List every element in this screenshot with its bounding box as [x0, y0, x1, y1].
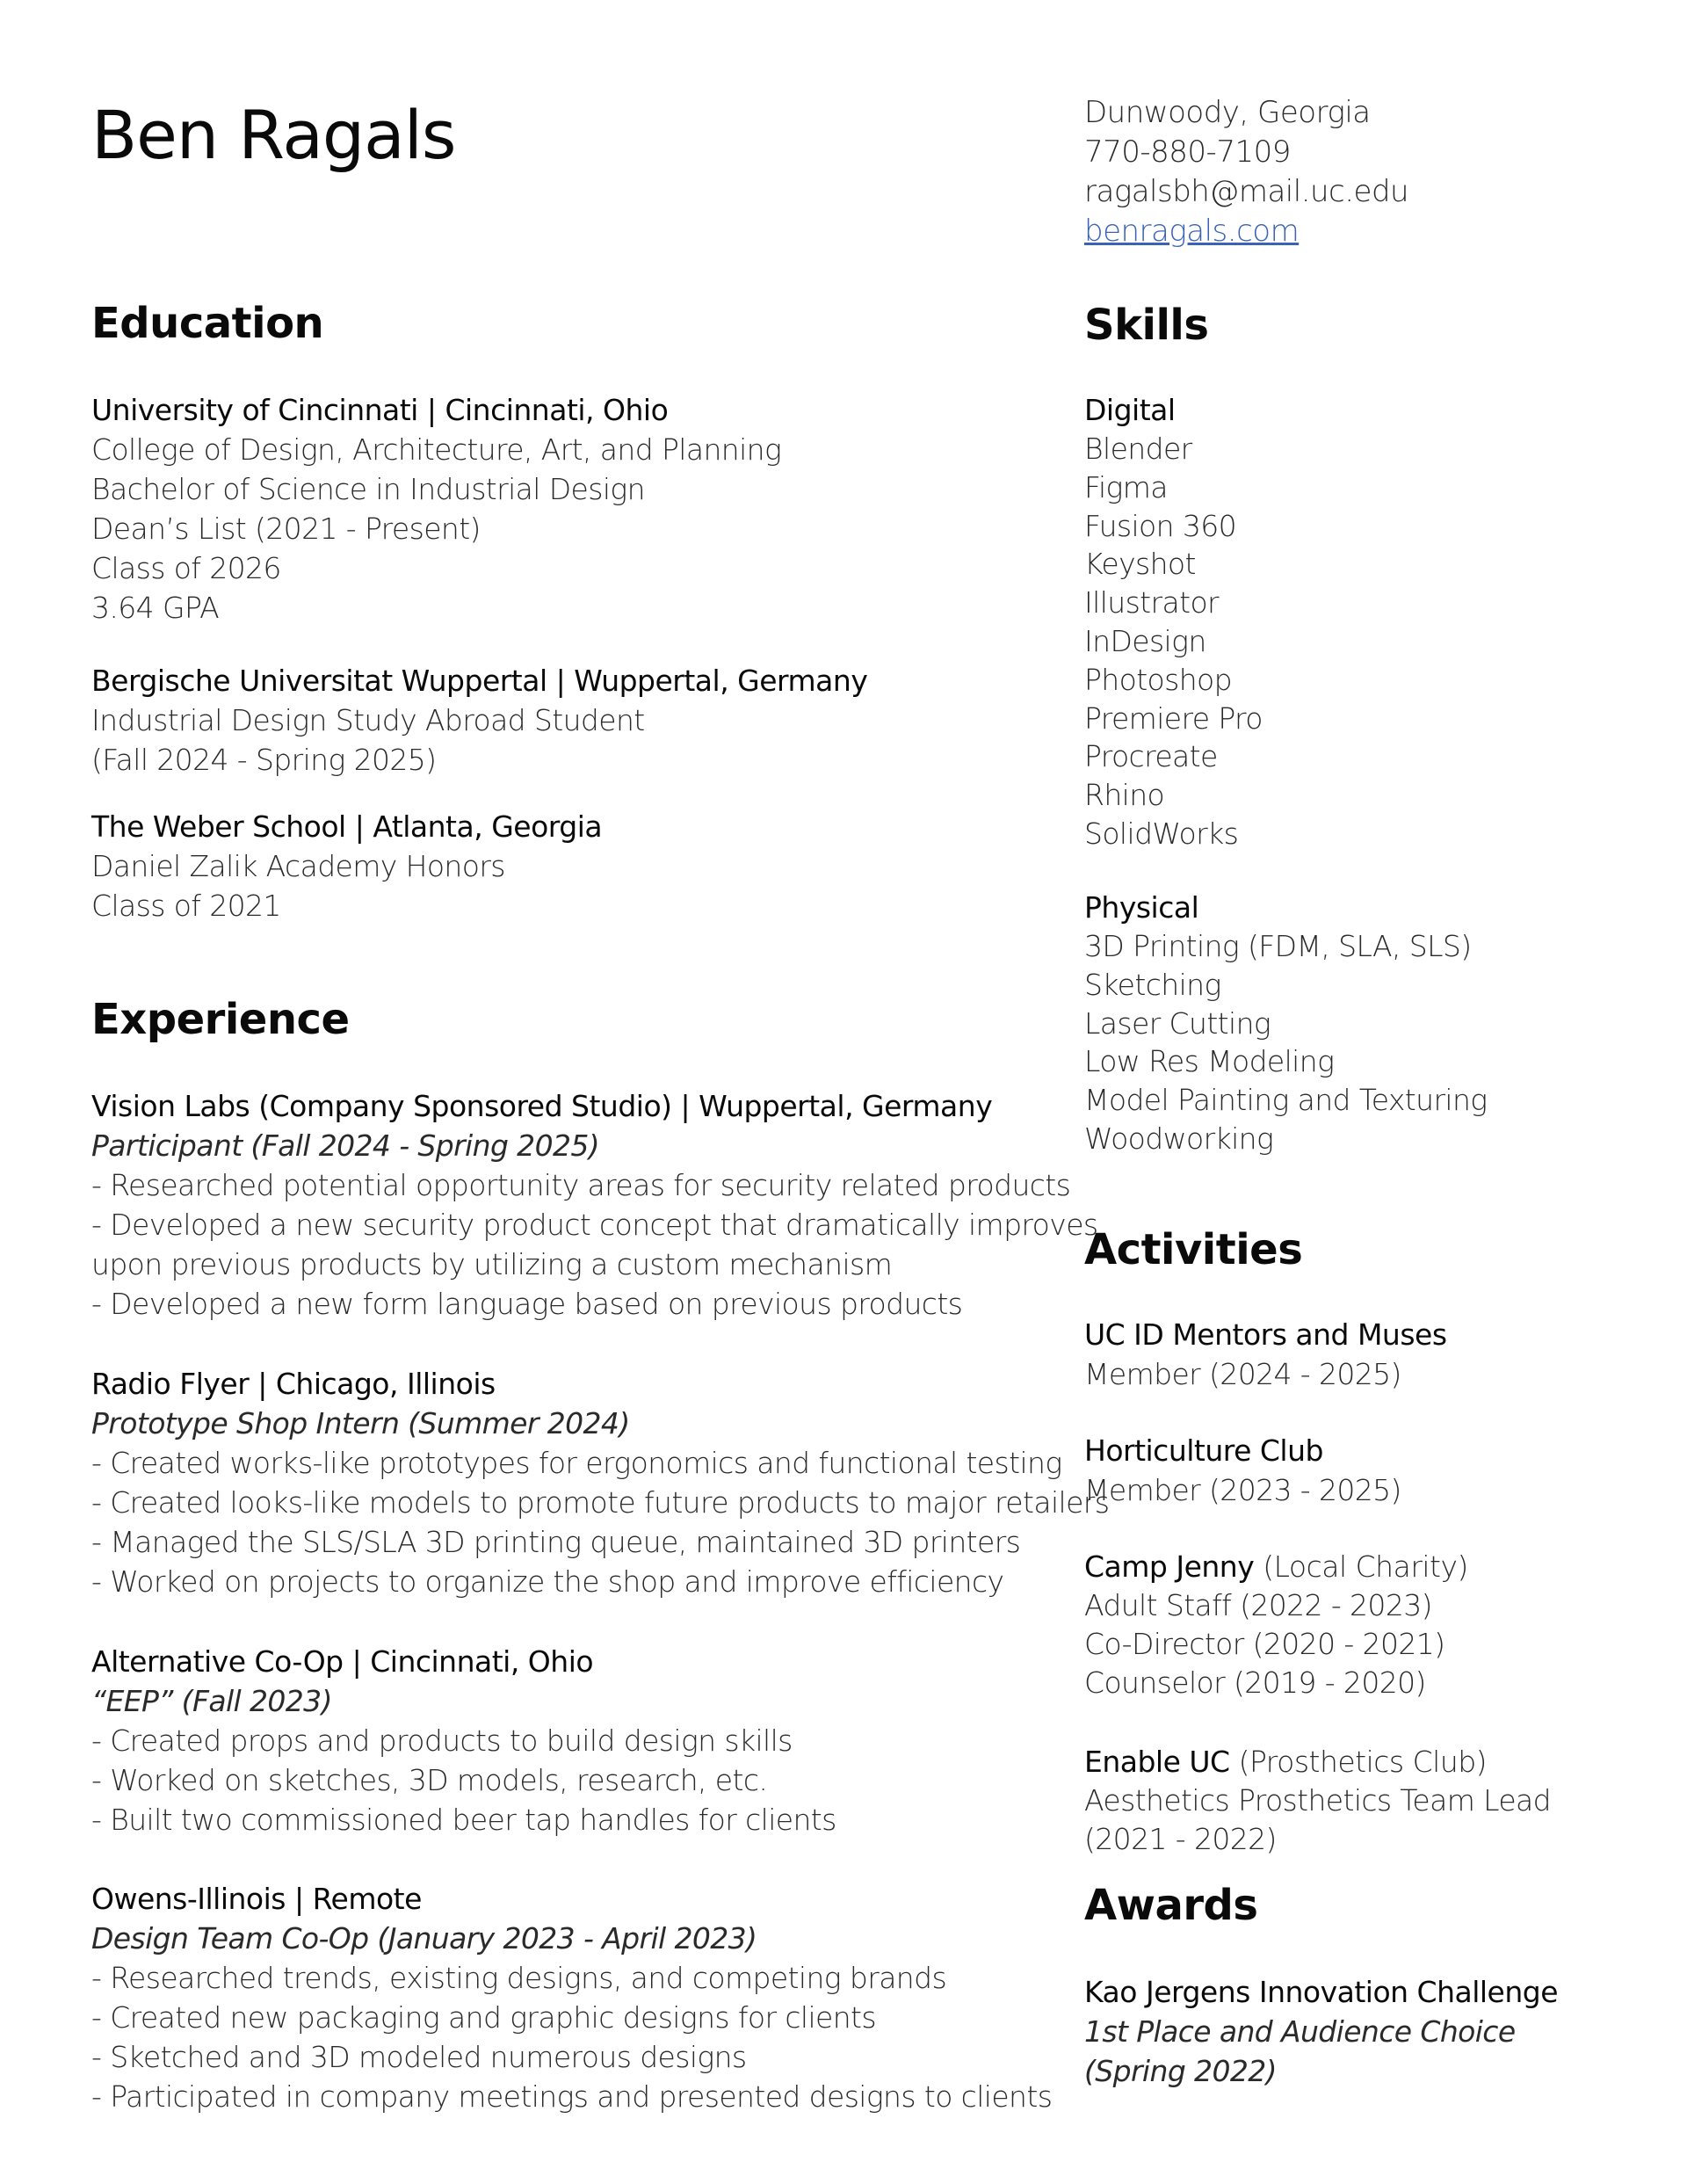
contact-phone: 770-880-7109: [1084, 134, 1291, 170]
candidate-name: Ben Ragals: [91, 96, 456, 174]
skill-item: Low Res Modeling: [1084, 1044, 1335, 1079]
entry-title: [1084, 1547, 1468, 1586]
entry-line: Dean’s List (2021 - Present): [91, 512, 481, 546]
entry-line: (Spring 2022): [1084, 2054, 1277, 2088]
entry-bullet: - Created looks-like models to promote future products to major retailers: [91, 1485, 1110, 1520]
entry-title: [1084, 1742, 1551, 1781]
entry-line: Co-Director (2020 - 2021): [1084, 1626, 1445, 1661]
entry-line: Counselor (2019 - 2020): [1084, 1665, 1426, 1700]
entry-line: Member (2024 - 2025): [1084, 1357, 1401, 1391]
skill-item: InDesign: [1084, 623, 1206, 658]
award-entry-kao-jergens: [1084, 1972, 1558, 2091]
entry-bullet: - Participated in company meetings and presented designs to clients: [91, 2079, 1053, 2114]
entry-bullet: - Worked on projects to organize the shop and improve efficiency: [91, 1564, 1004, 1599]
entry-line: College of Design, Architecture, Art, and Planning: [91, 432, 782, 467]
entry-line: Class of 2021: [91, 889, 281, 923]
activity-entry-enable-uc: [1084, 1742, 1551, 1859]
skill-item: SolidWorks: [1084, 816, 1239, 851]
portfolio-link[interactable]: benragals.com: [1084, 214, 1300, 249]
entry-line: Daniel Zalik Academy Honors: [91, 849, 505, 883]
entry-bullet: upon previous products by utilizing a custom mechanism: [91, 1247, 893, 1281]
experience-entry-owens-illinois: [91, 1879, 1052, 2116]
entry-line: (Fall 2024 - Spring 2025): [91, 743, 437, 777]
entry-line: Class of 2026: [91, 551, 281, 585]
contact-block: [1084, 93, 1408, 251]
activities-heading: Activities: [1084, 1225, 1303, 1274]
entry-role: “EEP” (Fall 2023): [91, 1684, 332, 1718]
skill-item: Fusion 360: [1084, 508, 1237, 543]
education-heading: Education: [91, 299, 324, 348]
entry-title: Owens-Illinois | Remote: [91, 1882, 422, 1916]
entry-title: The Weber School | Atlanta, Georgia: [91, 809, 603, 844]
entry-bullet: - Developed a new security product concept that dramatically improves: [91, 1208, 1098, 1242]
skills-physical: [1084, 888, 1488, 1158]
education-entry-wuppertal: [91, 661, 867, 780]
skill-item: Figma: [1084, 469, 1168, 504]
education-entry-uc: [91, 390, 781, 628]
entry-title-text: Camp Jenny: [1084, 1549, 1255, 1584]
experience-entry-vision-labs: [91, 1086, 1098, 1324]
entry-title: Bergische Universitat Wuppertal | Wuppertal, Germany: [91, 664, 868, 698]
entry-title: Horticulture Club: [1084, 1433, 1323, 1468]
skill-item: Sketching: [1084, 967, 1221, 1002]
skill-item: Blender: [1084, 432, 1192, 466]
entry-title: Vision Labs (Company Sponsored Studio) | Wuppertal, Germany: [91, 1089, 993, 1123]
entry-title: Kao Jergens Innovation Challenge: [1084, 1975, 1559, 2009]
entry-bullet: - Sketched and 3D modeled numerous designs: [91, 2040, 747, 2074]
entry-line: Adult Staff (2022 - 2023): [1084, 1588, 1432, 1622]
entry-role: Participant (Fall 2024 - Spring 2025): [91, 1128, 600, 1163]
contact-email[interactable]: ragalsbh@mail.uc.edu: [1084, 174, 1409, 209]
entry-line: Industrial Design Study Abroad Student: [91, 703, 645, 737]
entry-line: Bachelor of Science in Industrial Design: [91, 472, 645, 506]
entry-bullet: - Researched potential opportunity areas for security related products: [91, 1168, 1071, 1202]
skill-item: 3D Printing (FDM, SLA, SLS): [1084, 929, 1472, 963]
entry-line: Member (2023 - 2025): [1084, 1473, 1401, 1507]
skill-item: Procreate: [1084, 739, 1218, 774]
entry-bullet: - Developed a new form language based on previous products: [91, 1287, 963, 1321]
experience-heading: Experience: [91, 995, 350, 1044]
entry-title-note: (Local Charity): [1263, 1549, 1468, 1584]
activity-entry-horticulture: [1084, 1431, 1401, 1510]
entry-line: (2021 - 2022): [1084, 1821, 1277, 1856]
skill-group-title: Physical: [1084, 890, 1199, 925]
activity-entry-camp-jenny: [1084, 1547, 1468, 1701]
experience-entry-alternative-coop: [91, 1642, 836, 1839]
skill-item: Woodworking: [1084, 1121, 1274, 1156]
entry-title-note: (Prosthetics Club): [1238, 1745, 1488, 1779]
entry-bullet: - Built two commissioned beer tap handles for clients: [91, 1803, 836, 1837]
entry-line: 3.64 GPA: [91, 591, 220, 625]
skill-item: Photoshop: [1084, 662, 1232, 697]
skill-item: Rhino: [1084, 778, 1165, 813]
entry-line: Aesthetics Prosthetics Team Lead: [1084, 1783, 1552, 1818]
skill-item: Laser Cutting: [1084, 1005, 1271, 1041]
skill-item: Illustrator: [1084, 585, 1220, 620]
skill-item: Premiere Pro: [1084, 700, 1263, 736]
entry-title: Radio Flyer | Chicago, Illinois: [91, 1367, 496, 1401]
skill-item: Keyshot: [1084, 547, 1196, 582]
awards-heading: Awards: [1084, 1881, 1258, 1930]
entry-bullet: - Researched trends, existing designs, and competing brands: [91, 1961, 947, 1995]
experience-entry-radio-flyer: [91, 1364, 1109, 1601]
skill-item: Model Painting and Texturing: [1084, 1083, 1488, 1118]
contact-location: Dunwoody, Georgia: [1084, 95, 1371, 130]
entry-role: Design Team Co-Op (January 2023 - April 2023): [91, 1921, 757, 1955]
entry-bullet: - Created new packaging and graphic designs for clients: [91, 2000, 876, 2035]
entry-bullet: - Worked on sketches, 3D models, research, etc.: [91, 1763, 768, 1797]
entry-bullet: - Managed the SLS/SLA 3D printing queue, maintained 3D printers: [91, 1525, 1021, 1559]
skills-digital: [1084, 390, 1263, 853]
skills-heading: Skills: [1084, 301, 1209, 350]
entry-title-text: Enable UC: [1084, 1745, 1230, 1779]
entry-title: UC ID Mentors and Muses: [1084, 1317, 1447, 1352]
entry-title: University of Cincinnati | Cincinnati, Ohio: [91, 393, 669, 427]
education-entry-weber: [91, 807, 602, 925]
entry-title: Alternative Co-Op | Cincinnati, Ohio: [91, 1644, 594, 1679]
activity-entry-mentors: [1084, 1315, 1447, 1394]
entry-bullet: - Created props and products to build design skills: [91, 1723, 793, 1758]
skill-group-title: Digital: [1084, 393, 1176, 427]
entry-role: Prototype Shop Intern (Summer 2024): [91, 1406, 630, 1440]
entry-bullet: - Created works-like prototypes for ergonomics and functional testing: [91, 1446, 1062, 1480]
entry-line: 1st Place and Audience Choice: [1084, 2014, 1516, 2049]
